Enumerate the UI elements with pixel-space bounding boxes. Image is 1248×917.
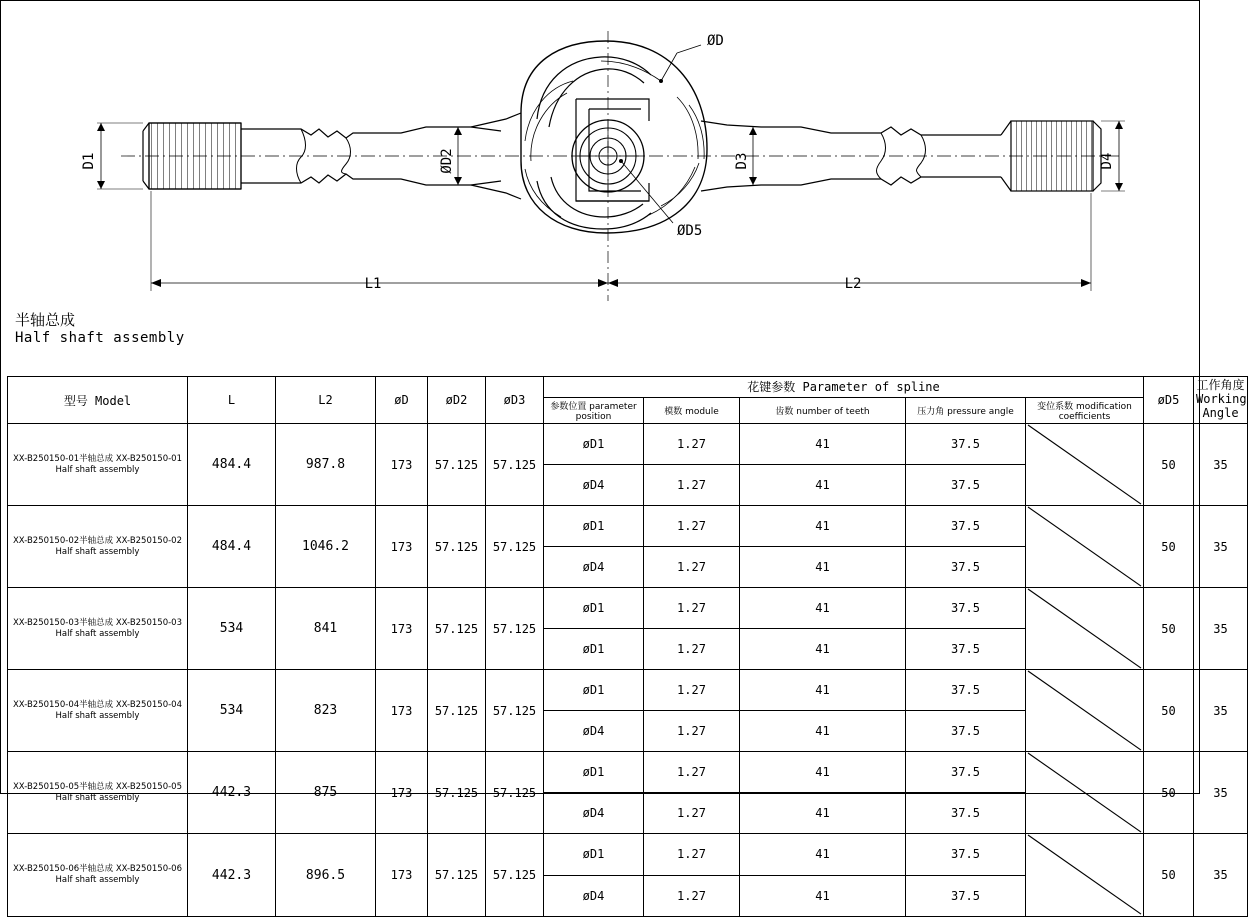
cell-teeth: 41 [740,793,906,834]
cell-working-angle: 35 [1194,588,1248,670]
cell-l2: 875 [276,752,376,834]
cell-module: 1.27 [644,670,740,711]
header-d2: øD2 [428,377,486,424]
cell-module: 1.27 [644,793,740,834]
cell-teeth: 41 [740,875,906,916]
cell-d3: 57.125 [486,752,544,834]
header-l2: L2 [276,377,376,424]
cell-d: 173 [376,588,428,670]
cell-spline-position: øD1 [544,588,644,629]
cell-model: XX-B250150-02半轴总成 XX-B250150-02 Half shaft assembly [8,506,188,588]
header-working-angle: 工作角度 Working Angle [1194,377,1248,424]
cell-l2: 896.5 [276,834,376,916]
spec-table [7,376,1248,917]
cell-d3: 57.125 [486,506,544,588]
cell-working-angle: 35 [1194,834,1248,916]
cell-pressure-angle: 37.5 [906,670,1026,711]
header-modification: 变位系数 modification coefficients [1026,398,1144,424]
cell-d3: 57.125 [486,588,544,670]
cell-model: XX-B250150-03半轴总成 XX-B250150-03 Half shaft assembly [8,588,188,670]
cell-module: 1.27 [644,711,740,752]
table-row [8,424,1248,465]
header-spline-group: 花键参数 Parameter of spline [544,377,1144,398]
cell-modification [1026,670,1144,752]
cell-pressure-angle: 37.5 [906,465,1026,506]
cell-spline-position: øD1 [544,424,644,465]
cell-module: 1.27 [644,629,740,670]
cell-l2: 841 [276,588,376,670]
cell-module: 1.27 [644,506,740,547]
cell-module: 1.27 [644,834,740,875]
cell-spline-position: øD4 [544,711,644,752]
cell-teeth: 41 [740,588,906,629]
cell-d3: 57.125 [486,670,544,752]
cell-d5: 50 [1144,588,1194,670]
label-d5: ØD5 [677,223,703,239]
cell-modification [1026,834,1144,916]
cell-d5: 50 [1144,424,1194,506]
cell-teeth: 41 [740,547,906,588]
cell-modification [1026,424,1144,506]
cell-d5: 50 [1144,506,1194,588]
header-d5: øD5 [1144,377,1194,424]
cell-working-angle: 35 [1194,424,1248,506]
label-d4: D4 [1099,152,1115,170]
drawing-caption [15,311,185,347]
label-d2: ØD2 [439,148,455,174]
cell-teeth: 41 [740,670,906,711]
header-param-position: 参数位置 parameter position [544,398,644,424]
cell-l: 534 [188,588,276,670]
cell-spline-position: øD4 [544,547,644,588]
cell-modification [1026,752,1144,834]
cell-l2: 823 [276,670,376,752]
cell-d: 173 [376,752,428,834]
cell-pressure-angle: 37.5 [906,834,1026,875]
cell-spline-position: øD4 [544,793,644,834]
header-pressure-angle: 压力角 pressure angle [906,398,1026,424]
cell-model: XX-B250150-05半轴总成 XX-B250150-05 Half shaft assembly [8,752,188,834]
cell-teeth: 41 [740,506,906,547]
label-d1: D1 [81,152,97,170]
table-row [8,670,1248,711]
cell-pressure-angle: 37.5 [906,506,1026,547]
cell-module: 1.27 [644,424,740,465]
label-d3: D3 [734,152,750,170]
cell-d: 173 [376,424,428,506]
cell-d: 173 [376,670,428,752]
cell-teeth: 41 [740,424,906,465]
cell-pressure-angle: 37.5 [906,629,1026,670]
label-d: ØD [707,33,724,49]
cell-model: XX-B250150-04半轴总成 XX-B250150-04 Half shaft assembly [8,670,188,752]
caption-en: Half shaft assembly [15,329,185,346]
cell-working-angle: 35 [1194,752,1248,834]
cell-spline-position: øD1 [544,834,644,875]
cell-d2: 57.125 [428,588,486,670]
cell-spline-position: øD1 [544,629,644,670]
table-row [8,752,1248,793]
header-model: 型号 Model [8,377,188,424]
cell-pressure-angle: 37.5 [906,711,1026,752]
cell-l2: 987.8 [276,424,376,506]
label-l2: L2 [844,276,862,292]
cell-l: 484.4 [188,424,276,506]
header-module: 模数 module [644,398,740,424]
cell-module: 1.27 [644,547,740,588]
cell-l: 484.4 [188,506,276,588]
cell-pressure-angle: 37.5 [906,424,1026,465]
cell-teeth: 41 [740,465,906,506]
cell-modification [1026,588,1144,670]
caption-cn: 半轴总成 [15,311,76,329]
cell-pressure-angle: 37.5 [906,752,1026,793]
cell-d2: 57.125 [428,752,486,834]
cell-l2: 1046.2 [276,506,376,588]
cell-d: 173 [376,506,428,588]
cell-pressure-angle: 37.5 [906,875,1026,916]
cell-module: 1.27 [644,588,740,629]
cell-spline-position: øD4 [544,875,644,916]
cell-l: 534 [188,670,276,752]
cell-l: 442.3 [188,834,276,916]
header-l: L [188,377,276,424]
label-l1: L1 [364,276,382,292]
table-row [8,834,1248,875]
cell-teeth: 41 [740,834,906,875]
cell-spline-position: øD1 [544,506,644,547]
cell-d2: 57.125 [428,424,486,506]
cell-d2: 57.125 [428,506,486,588]
cell-model: XX-B250150-01半轴总成 XX-B250150-01 Half shaft assembly [8,424,188,506]
cell-spline-position: øD1 [544,670,644,711]
cell-pressure-angle: 37.5 [906,793,1026,834]
cell-d2: 57.125 [428,834,486,916]
cell-d2: 57.125 [428,670,486,752]
cell-d5: 50 [1144,834,1194,916]
cell-module: 1.27 [644,875,740,916]
cell-pressure-angle: 37.5 [906,588,1026,629]
cell-d5: 50 [1144,752,1194,834]
cell-d3: 57.125 [486,834,544,916]
cell-l: 442.3 [188,752,276,834]
cell-teeth: 41 [740,711,906,752]
cell-d5: 50 [1144,670,1194,752]
cell-module: 1.27 [644,465,740,506]
cell-spline-position: øD1 [544,752,644,793]
table-row [8,588,1248,629]
cell-model: XX-B250150-06半轴总成 XX-B250150-06 Half shaft assembly [8,834,188,916]
cell-d: 173 [376,834,428,916]
table-row [8,506,1248,547]
cell-working-angle: 35 [1194,670,1248,752]
spec-table-wrap [7,376,1247,917]
cell-pressure-angle: 37.5 [906,547,1026,588]
header-teeth: 齿数 number of teeth [740,398,906,424]
cell-module: 1.27 [644,752,740,793]
cell-modification [1026,506,1144,588]
cell-working-angle: 35 [1194,506,1248,588]
cell-d3: 57.125 [486,424,544,506]
cell-teeth: 41 [740,629,906,670]
cell-spline-position: øD4 [544,465,644,506]
header-d: øD [376,377,428,424]
cell-teeth: 41 [740,752,906,793]
header-d3: øD3 [486,377,544,424]
